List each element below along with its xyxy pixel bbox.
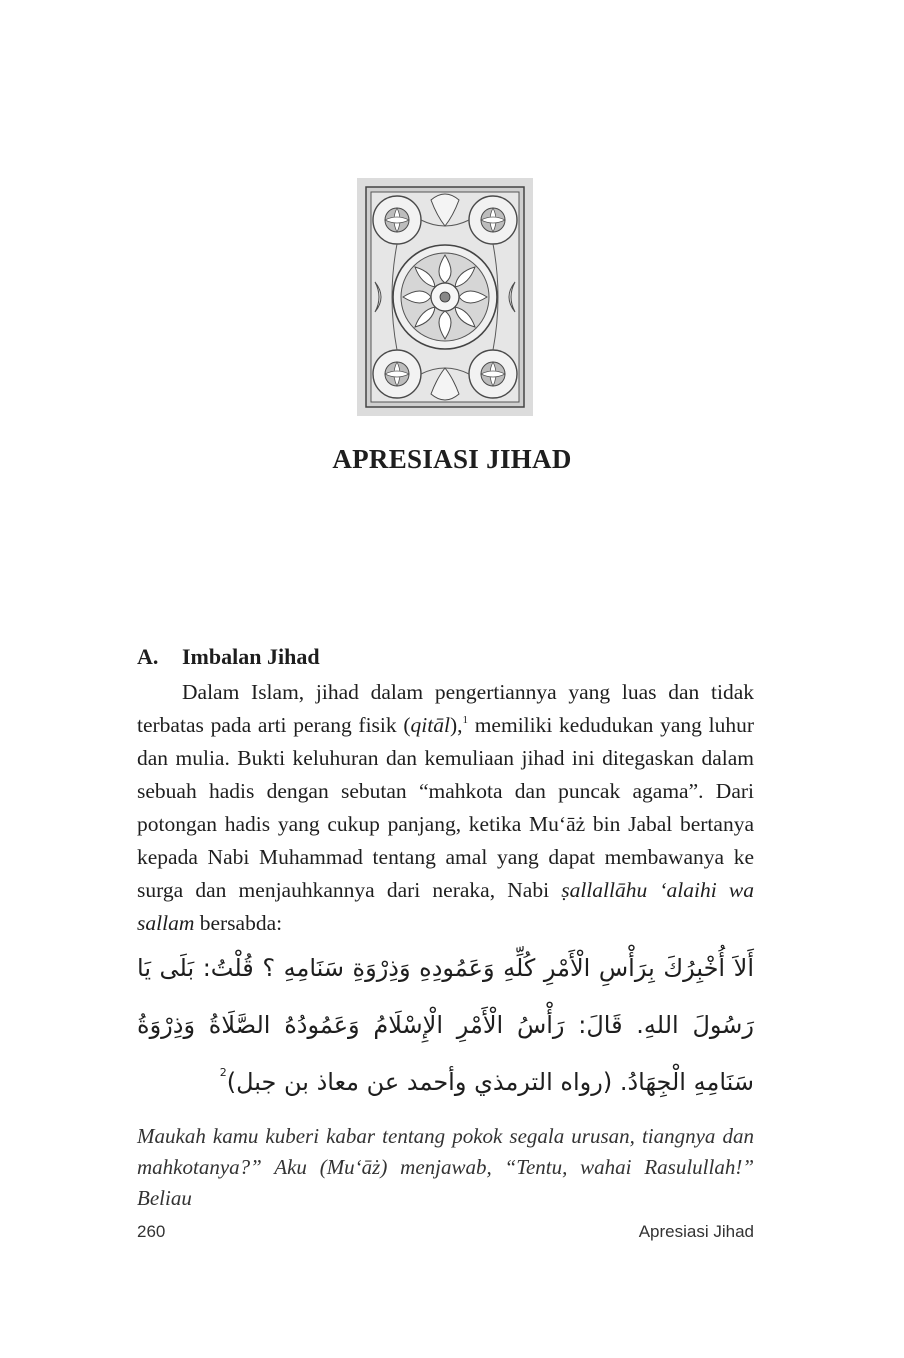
honorific: ṣallallāhu ‘alaihi wa sallam — [137, 878, 754, 935]
section-number: A. — [137, 644, 159, 669]
footnote-ref-1: 1 — [462, 714, 468, 726]
hadith-arabic — [137, 940, 754, 1111]
paragraph-text: bersabda: — [194, 911, 283, 935]
term-qital: qitāl — [410, 713, 450, 737]
hadith-arabic-text: أَلاَ أُخْبِرُكَ بِرَأْسِ الْأَمْرِ كُلِّهِ وَعَمُودِهِ وَذِرْوَةِ سَنَامِهِ ؟ قُلْتُ: بَلَى يَا رَسُولَ اللهِ. قَالَ: رَأْسُ الْأَمْرِ الْإِسْلَامُ وَعَمُودُهُ الصَّلَاةُ وَذِرْوَةُ سَنَامِهِ الْجِهَادُ. (رواه الترمذي وأحمد عن معاذ بن جبل) — [137, 954, 754, 1096]
section-title: Imbalan Jihad — [182, 644, 320, 669]
footnote-ref-2: 2 — [219, 1066, 227, 1079]
floral-arabesque-ornament-icon — [365, 186, 525, 408]
paragraph-text: ), — [449, 713, 463, 737]
chapter-title: APRESIASI JIHAD — [332, 444, 572, 474]
hadith-translation: Maukah kamu kuberi kabar tentang pokok segala urusan, tiangnya dan mahkotanya?” Aku (Mu‘āż) menjawab, “Tentu, wahai Rasulullah!” Beliau — [137, 1124, 754, 1210]
body-paragraph — [137, 676, 754, 940]
paragraph-text: Dalam Islam, jihad dalam pengertiannya yang luas dan tidak terbatas pada arti perang fisik ( — [137, 680, 754, 737]
page-number: 260 — [137, 1222, 166, 1241]
paragraph-text: memiliki kedudukan yang luhur dan mulia. Bukti keluhuran dan kemuliaan jihad ini ditegaskan dalam sebuah hadis dengan sebutan “mahkota dan puncak agama”. Dari potongan hadis yang cukup panjang, ketika Mu‘āż bin Jabal bertanya kepada Nabi Muhammad tentang amal yang dapat membawanya ke surga dan menjauhkannya dari neraka, Nabi — [137, 713, 754, 902]
section-heading — [137, 644, 320, 670]
chapter-ornament — [357, 178, 533, 416]
running-footer-title: Apresiasi Jihad — [638, 1222, 754, 1241]
